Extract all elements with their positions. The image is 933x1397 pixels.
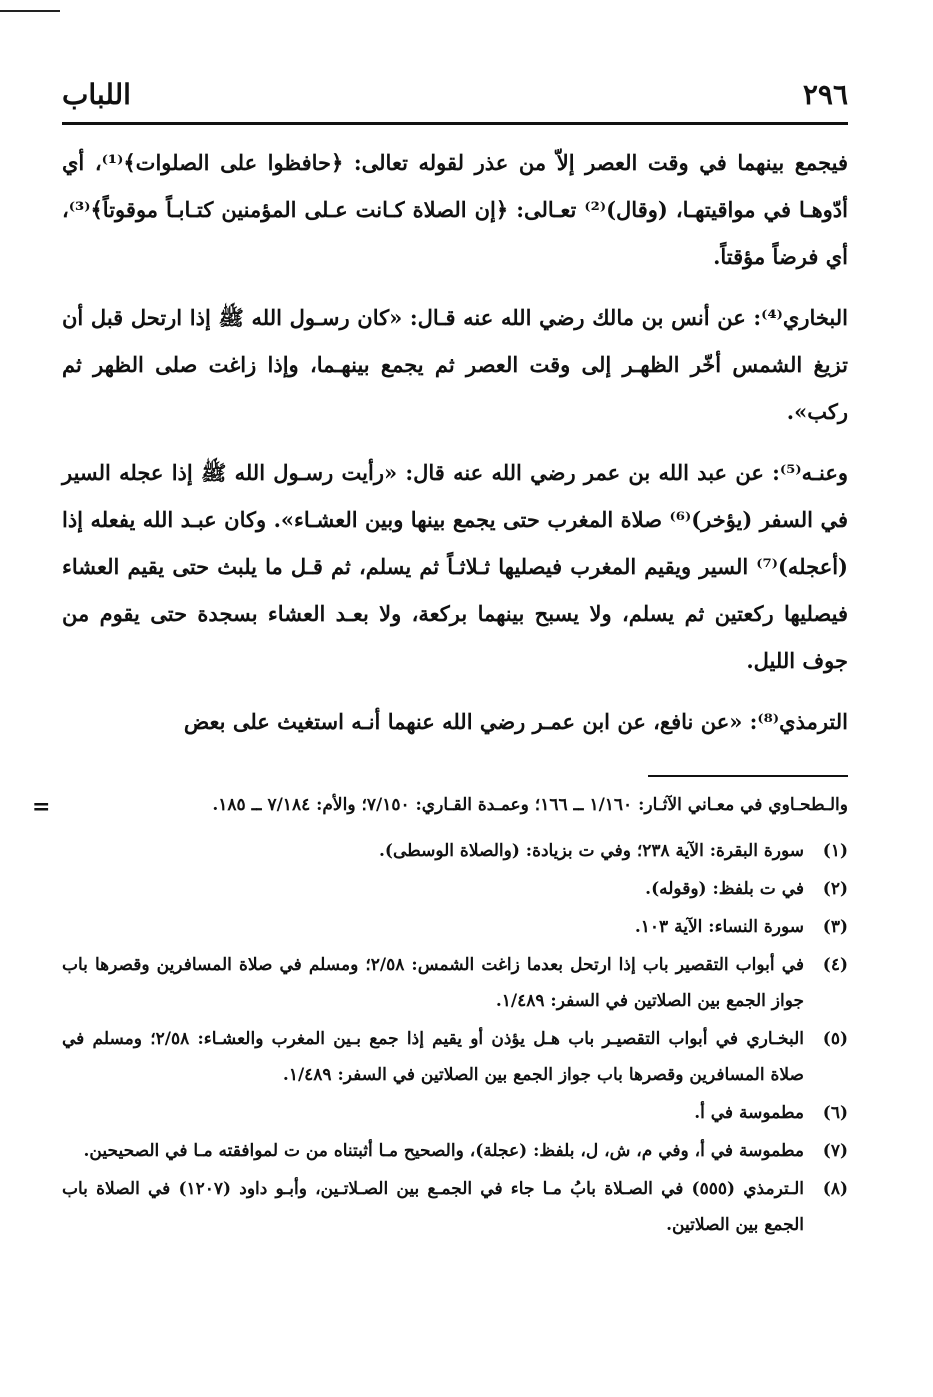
footnote xyxy=(62,833,848,869)
footnote xyxy=(62,1171,848,1243)
footnote-text: سورة النساء: الآية ١٠٣. xyxy=(634,917,804,937)
footnote-text: البخـاري في أبواب التقصيـر باب هـل يؤذن أو يقيم إذا جمع بـين المغرب والعشـاء: ٢/٥٨؛ ومسلم في صلاة المسافرين وقصرها باب جواز الجمع بين الصلاتين في السفر: ١/٤٨٩. xyxy=(62,1029,804,1085)
footnotes xyxy=(32,787,848,1243)
running-title: اللباب xyxy=(62,78,131,111)
footnote-text: في أبواب التقصير باب إذا ارتحل بعدما زاغت الشمس: ٢/٥٨؛ ومسلم في صلاة المسافرين وقصرها باب جواز الجمع بين الصلاتين في السفر: ١/٤٨٩. xyxy=(62,955,804,1011)
book-page xyxy=(32,78,848,1245)
footnote-number: (٣) xyxy=(822,917,848,937)
footnote-continuation xyxy=(32,787,848,823)
footnote xyxy=(62,909,848,945)
footnote-text: الـترمذي (٥٥٥) في الصـلاة بابُ مـا جاء في الجمـع بين الصـلاتـين، وأبـو داود (١٢٠٧) في الصلاة باب الجمع بين الصلاتين. xyxy=(62,1179,804,1235)
footnote-number: (٧) xyxy=(822,1141,848,1161)
paragraph: الترمذي⁽⁸⁾: «عن نافع، عن ابن عمـر رضي الله عنهما أنـه استغيث على بعض xyxy=(183,709,848,734)
paragraph: وعنـه⁽⁵⁾: عن عبد الله بن عمر رضي الله عنه قال: «رأيت رسـول الله ﷺ إذا عجله السير في السفر (يؤخر)⁽⁶⁾ صلاة المغرب حتى يجمع بينها وبين العشـاء». وكان عبـد الله يفعله إذا (أعجله)⁽⁷⁾ السير ويقيم المغرب فيصليها ثـلاثـاً ثم يسلم، ثم قـل ما يلبث حتى يقيم العشاء فيصليها ركعتين ثم يسلم، ولا يسبح بينهما بركعة، ولا بعـد العشاء بسجدة حتى يقوم من جوف الليل. xyxy=(62,460,848,673)
footnote-number: (٥) xyxy=(822,1029,848,1049)
footnote-text: في ت بلفظ: (وقوله). xyxy=(645,879,804,899)
footnote-number: (٢) xyxy=(822,879,848,899)
running-header xyxy=(62,78,848,118)
footnote xyxy=(62,871,848,907)
footnote-text: مطموسة في أ. xyxy=(694,1103,804,1123)
footnote-divider xyxy=(648,775,848,777)
page-number: ٢٩٦ xyxy=(802,78,848,111)
footnote-text: سورة البقرة: الآية ٢٣٨؛ وفي ت بزيادة: (والصلاة الوسطى). xyxy=(379,841,804,861)
footnote xyxy=(62,1133,848,1169)
continuation-mark: = xyxy=(32,794,51,820)
footnote-text: مطموسة في أ، وفي م، ش، ل، بلفظ: (عجلة)، والصحيح مـا أثبتناه من ت لموافقته مـا في الصحيحين. xyxy=(83,1141,804,1161)
paragraph: فيجمع بينهما في وقت العصر إلاّ من عذر لقوله تعالى: ﴿حافظوا على الصلوات﴾⁽¹⁾، أي أدّوهـا في مواقيتهـا، (وقال)⁽²⁾ تعـالى: ﴿إن الصلاة كـانت عـلى المؤمنين كتـابـاً موقوتاً﴾⁽³⁾، أي فرضاً مؤقتاً. xyxy=(62,150,848,269)
footnote xyxy=(62,947,848,1019)
footnote-number: (١) xyxy=(822,841,848,861)
footnote xyxy=(62,1021,848,1093)
footnote xyxy=(62,1095,848,1131)
scan-edge-line xyxy=(0,10,60,12)
footnote-number: (٨) xyxy=(822,1179,848,1199)
continuation-text: والـطحـاوي في معـاني الآثـار: ١/١٦٠ ــ ١٦٦؛ وعمـدة القـاري: ٧/١٥٠؛ والأم: ٧/١٨٤ ــ ١٨٥. xyxy=(212,795,848,815)
footnote-number: (٦) xyxy=(822,1103,848,1123)
footnote-number: (٤) xyxy=(822,955,848,975)
header-divider xyxy=(62,122,848,125)
paragraph: البخاري⁽⁴⁾: عن أنس بن مالك رضي الله عنه قـال: «كان رسـول الله ﷺ إذا ارتحل قبل أن تزيغ الشمس أخّر الظهـر إلى وقت العصر ثم يجمع بينهـما، وإذا زاغت صلى الظهر ثم ركب». xyxy=(62,305,848,424)
main-text xyxy=(62,139,848,745)
